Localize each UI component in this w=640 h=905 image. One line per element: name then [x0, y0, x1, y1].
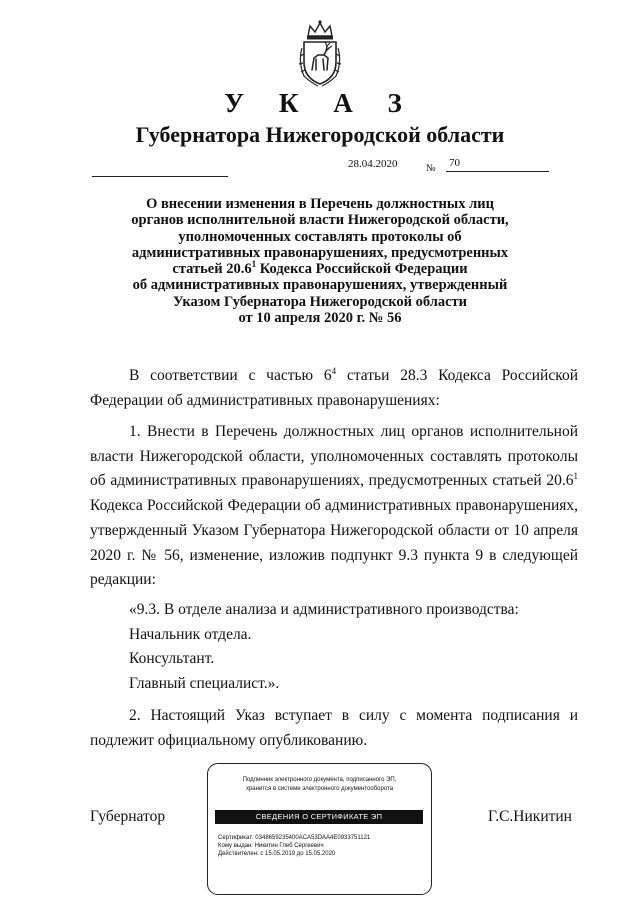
- certificate-validity: Действителен: с 15.05.2019 до 15.05.2020: [218, 851, 336, 857]
- certificate-serial: Сертификат: 0348659235400ACA53DAA4E0933751121: [218, 835, 371, 841]
- amendment-line: Главный специалист.».: [129, 675, 280, 693]
- heading-line: Указом Губернатора Нижегородской области: [172, 293, 468, 310]
- amendment-text: [90, 598, 578, 697]
- heading-line: [0, 261, 640, 277]
- superscript: 4: [331, 366, 337, 376]
- paragraph-text: 1. Внести в Перечень должностных лиц органов исполнительной власти Нижегородской области, уполномоченных составлять протоколы об административных правонарушениях, предусмотренных статьей 20.6: [90, 423, 578, 490]
- certificate-note-line: Подлинник электронного документа, подписанного ЭП,: [242, 777, 397, 783]
- document-number: 70: [446, 157, 549, 172]
- heading-line: уполномоченных составлять протоколы об: [178, 228, 462, 245]
- heading-text: статьей 20.6: [172, 261, 252, 278]
- amendment-line: Начальник отдела.: [129, 625, 252, 643]
- amendment-line: «9.3. В отделе анализа и административного производства:: [129, 601, 519, 618]
- certificate-stamp: [207, 763, 432, 895]
- heading-text: Кодекса Российской Федерации: [256, 261, 468, 278]
- amendment-line: Консультант.: [129, 650, 215, 668]
- decree-title: У К А З: [224, 88, 416, 118]
- superscript: 1: [573, 471, 578, 482]
- signatory-role: Губернатор: [90, 808, 166, 825]
- document-date: 28.04.2020: [348, 158, 398, 170]
- certificate-header: СВЕДЕНИЯ О СЕРТИФИКАТЕ ЭП: [215, 810, 423, 824]
- body-paragraph-2: [90, 420, 578, 593]
- decree-subtitle: Губернатора Нижегородской области: [135, 122, 505, 147]
- date-blank-line: [92, 172, 228, 177]
- heading-line: органов исполнительной власти Нижегородской области,: [131, 212, 509, 229]
- paragraph-text: 2. Настоящий Указ вступает в силу с момента подписания и подлежит официальному опубликованию.: [90, 707, 578, 749]
- body-paragraph-3: [90, 704, 578, 753]
- coat-of-arms-icon: [296, 18, 344, 88]
- signatory-name: Г.С.Никитин: [488, 808, 572, 825]
- paragraph-text: Кодекса Российской Федерации об административных правонарушениях, утвержденный Указом Губернатора Нижегородской области от 10 апреля 2020 г. № 56, изменение, изложив подпункт 9.3 пункта 9 в следующей редакции:: [90, 497, 578, 589]
- superscript: 1: [251, 259, 257, 270]
- document-heading: [0, 196, 640, 326]
- certificate-owner: Кому выдан: Никитин Глеб Сергеевич: [218, 843, 324, 849]
- heading-line: от 10 апреля 2020 г. № 56: [238, 310, 402, 327]
- heading-line: об административных правонарушениях, утвержденный: [132, 277, 508, 294]
- heading-line: О внесении изменения в Перечень должностных лиц: [146, 196, 494, 212]
- body-paragraph-1: [90, 364, 578, 413]
- certificate-note: [208, 776, 431, 794]
- paragraph-text: статьи 28.3 Кодекса Российской Федерации об административных правонарушениях:: [90, 367, 579, 409]
- certificate-note-line: хранится в системе электронного документооборота: [245, 786, 394, 792]
- number-label: №: [426, 163, 436, 174]
- heading-line: административных правонарушениях, предусмотренных: [131, 244, 509, 261]
- paragraph-text: В соответствии с частью 6: [129, 367, 332, 384]
